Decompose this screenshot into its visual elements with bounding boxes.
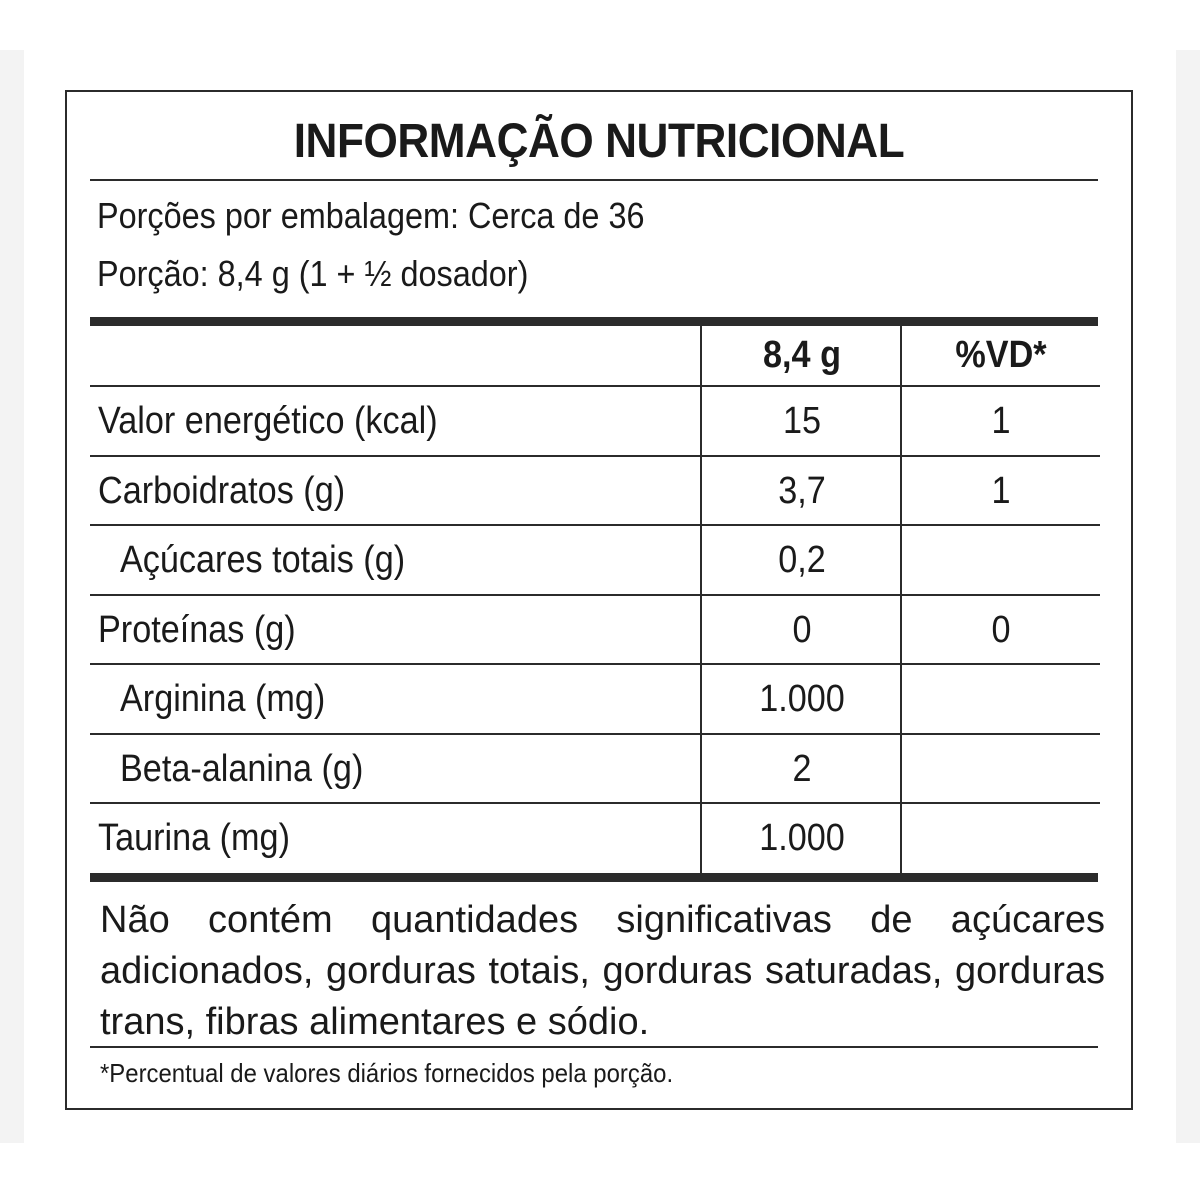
table-row [90,596,1100,665]
amount-header: 8,4 g [763,334,841,376]
table-row [90,735,1100,804]
nutrient-dv [912,665,1090,734]
nutrient-amount: 1.000 [759,678,845,720]
right-background-strip [1176,50,1200,1143]
nutrient-amount: 0 [792,609,812,651]
nutrient-name: Valor energético (kcal) [98,400,438,442]
table-row [90,457,1100,526]
nutrient-dv: 1 [991,400,1011,442]
nutrient-amount: 3,7 [778,470,826,512]
nutrient-amount: 0,2 [778,539,826,581]
nutrient-name: Beta-alanina (g) [120,748,364,790]
nutrient-name: Arginina (mg) [120,678,326,720]
nutrient-dv [912,804,1090,873]
left-background-strip [0,50,24,1143]
nutrient-name: Proteínas (g) [98,609,296,651]
nutrient-amount: 1.000 [759,817,845,859]
nutrient-name: Taurina (mg) [98,817,290,859]
title-divider [90,179,1098,181]
table-row [90,526,1100,595]
nutrient-name: Carboidratos (g) [98,470,346,512]
table-header-row [90,325,1100,385]
nutrient-amount: 15 [782,400,822,442]
serving-size: Porção: 8,4 g (1 + ½ dosador) [97,253,529,294]
table-row [90,665,1100,734]
servings-per-package: Porções por embalagem: Cerca de 36 [97,195,645,236]
notice-text: Não contém quantidades significativas de açúcares adicionados, gorduras totais, gorduras saturadas, gorduras trans, fibras alimentares e sódio. [100,899,1105,1043]
table-bottom-divider [90,873,1098,882]
nutrient-dv: 1 [991,470,1011,512]
nutrition-facts-label [65,90,1133,1110]
footnote: *Percentual de valores diários fornecidos pela porção. [100,1058,674,1088]
label-title: INFORMAÇÃO NUTRICIONAL [293,115,905,168]
table-row [90,804,1100,873]
nutrient-dv [912,526,1090,595]
nutrient-dv [912,735,1090,804]
nutrient-dv: 0 [991,609,1011,651]
table-row [90,387,1100,456]
footnote-divider [90,1046,1098,1048]
nutrient-name: Açúcares totais (g) [120,539,406,581]
dv-header: %VD* [955,334,1047,376]
nutrient-amount: 2 [792,748,812,790]
